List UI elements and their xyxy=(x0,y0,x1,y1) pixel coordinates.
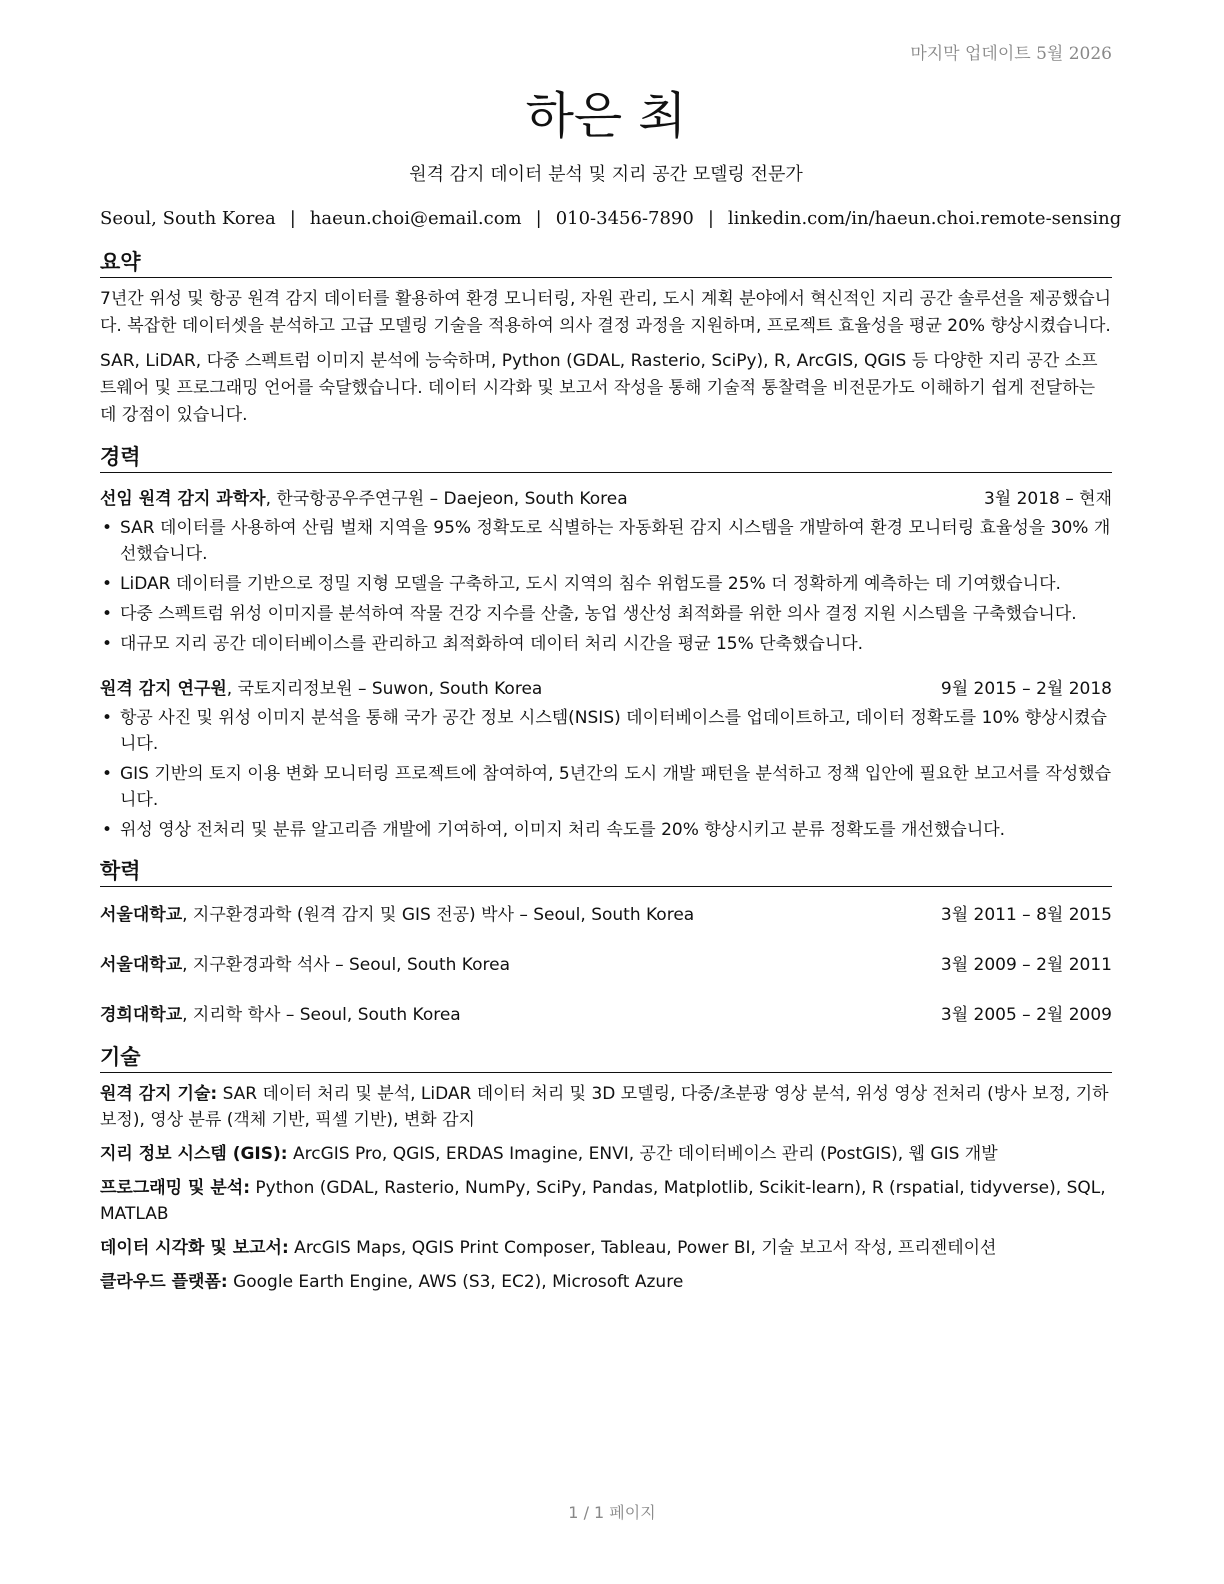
education-entry xyxy=(100,901,1112,929)
list-item: • SAR 데이터를 사용하여 산림 벌채 지역을 95% 정확도로 식별하는 자동화된 감지 시스템을 개발하여 환경 모니터링 효율성을 30% 개선했습니다. xyxy=(100,515,1112,567)
job-dates: 3월 2018 – 현재 xyxy=(983,489,1112,509)
headline: 원격 감지 데이터 분석 및 지리 공간 모델링 전문가 xyxy=(409,164,803,185)
degree-detail: , 지구환경과학 (원격 감지 및 GIS 전공) 박사 – Seoul, South Korea xyxy=(182,905,695,925)
skill-line xyxy=(100,1081,1112,1133)
skill-line xyxy=(100,1141,1112,1167)
section-title-education: 학력 xyxy=(100,857,1112,887)
degree-detail: , 지구환경과학 석사 – Seoul, South Korea xyxy=(182,955,510,975)
contact-email[interactable]: haeun.choi@email.com xyxy=(309,208,522,229)
education-dates: 3월 2011 – 8월 2015 xyxy=(940,905,1112,925)
education-entry xyxy=(100,951,1112,979)
candidate-name: 하은 최 xyxy=(525,87,687,145)
list-item: • 위성 영상 전처리 및 분류 알고리즘 개발에 기여하여, 이미지 처리 속도를 20% 향상시키고 분류 정확도를 개선했습니다. xyxy=(100,817,1112,843)
last-updated: 마지막 업데이트 5월 2026 xyxy=(910,44,1112,64)
education-dates: 3월 2005 – 2월 2009 xyxy=(940,1005,1112,1025)
resume-page xyxy=(100,40,1122,1295)
skill-values: Google Earth Engine, AWS (S3, EC2), Microsoft Azure xyxy=(227,1272,684,1292)
job-header xyxy=(100,675,1112,703)
school-name: 서울대학교 xyxy=(100,955,183,975)
skills-section xyxy=(100,1043,1112,1295)
list-item: • 대규모 지리 공간 데이터베이스를 관리하고 최적화하여 데이터 처리 시간을 평균 15% 단축했습니다. xyxy=(100,631,1112,657)
school-name: 경희대학교 xyxy=(100,1005,183,1025)
skill-line xyxy=(100,1269,1112,1295)
job-dates: 9월 2015 – 2월 2018 xyxy=(940,679,1112,699)
degree-detail: , 지리학 학사 – Seoul, South Korea xyxy=(182,1005,461,1025)
summary-paragraph-2: SAR, LiDAR, 다중 스펙트럼 이미지 분석에 능숙하며, Python (GDAL, Rasterio, SciPy), R, ArcGIS, QGIS 등 다양한 지리 공간 소프트웨어 및 프로그래밍 언어를 숙달했습니다. 데이터 시각화 및 보고서 작성을 통해 기술적 통찰력을 비전문가도 이해하기 쉽게 전달하는 데 강점이 있습니다. xyxy=(100,351,1098,425)
contact-phone: 010-3456-7890 xyxy=(555,208,694,229)
contact-line xyxy=(100,204,1122,234)
summary-paragraph-1: 7년간 위성 및 항공 원격 감지 데이터를 활용하여 환경 모니터링, 자원 관리, 도시 계획 분야에서 혁신적인 지리 공간 솔루션을 제공했습니다. 복잡한 데이터셋을 분석하고 고급 모델링 기술을 적용하여 의사 결정 과정을 지원하며, 프로젝트 효율성을 평균 20% 향상시켰습니다. xyxy=(100,289,1112,336)
job-header xyxy=(100,485,1112,513)
section-title-experience: 경력 xyxy=(100,443,1112,473)
job-org: , 한국항공우주연구원 – Daejeon, South Korea xyxy=(265,489,628,509)
contact-location: Seoul, South Korea xyxy=(100,208,276,229)
contact-separator: | xyxy=(535,208,542,229)
education-section xyxy=(100,857,1112,1029)
job-bullets xyxy=(100,705,1112,843)
list-item: • GIS 기반의 토지 이용 변화 모니터링 프로젝트에 참여하여, 5년간의 도시 개발 패턴을 분석하고 정책 입안에 필요한 보고서를 작성했습니다. xyxy=(100,761,1112,813)
skill-line xyxy=(100,1235,1112,1261)
contact-separator: | xyxy=(289,208,296,229)
education-dates: 3월 2009 – 2월 2011 xyxy=(940,955,1112,975)
contact-linkedin[interactable]: linkedin.com/in/haeun.choi.remote-sensing xyxy=(727,208,1122,229)
skill-values: ArcGIS Maps, QGIS Print Composer, Tableau, Power BI, 기술 보고서 작성, 프리젠테이션 xyxy=(288,1238,997,1258)
job-title: 선임 원격 감지 과학자 xyxy=(100,489,266,509)
skill-values: Python (GDAL, Rasterio, NumPy, SciPy, Pandas, Matplotlib, Scikit-learn), R (rspatial, tidyverse), SQL, MATLAB xyxy=(100,1178,1106,1224)
job-entry xyxy=(100,675,1112,843)
section-title-summary: 요약 xyxy=(100,248,1112,278)
skill-line xyxy=(100,1175,1112,1227)
skill-category: 지리 정보 시스템 (GIS): xyxy=(100,1144,288,1164)
job-entry xyxy=(100,485,1112,657)
job-bullets xyxy=(100,515,1112,657)
skill-values: ArcGIS Pro, QGIS, ERDAS Imagine, ENVI, 공간 데이터베이스 관리 (PostGIS), 웹 GIS 개발 xyxy=(287,1144,998,1164)
section-title-skills: 기술 xyxy=(100,1043,1112,1073)
school-name: 서울대학교 xyxy=(100,905,183,925)
skill-category: 클라우드 플랫폼: xyxy=(100,1272,228,1292)
education-entry xyxy=(100,1001,1112,1029)
list-item: • 항공 사진 및 위성 이미지 분석을 통해 국가 공간 정보 시스템(NSIS) 데이터베이스를 업데이트하고, 데이터 정확도를 10% 향상시켰습니다. xyxy=(100,705,1112,757)
experience-section xyxy=(100,443,1112,843)
skill-values: SAR 데이터 처리 및 분석, LiDAR 데이터 처리 및 3D 모델링, 다중/초분광 영상 분석, 위성 영상 전처리 (방사 보정, 기하 보정), 영상 분류 (객체 기반, 픽셀 기반), 변화 감지 xyxy=(100,1084,1109,1130)
skill-category: 데이터 시각화 및 보고서: xyxy=(100,1238,289,1258)
list-item: • LiDAR 데이터를 기반으로 정밀 지형 모델을 구축하고, 도시 지역의 침수 위험도를 25% 더 정확하게 예측하는 데 기여했습니다. xyxy=(100,571,1112,597)
job-org: , 국토지리정보원 – Suwon, South Korea xyxy=(226,679,543,699)
page-number: 1 / 1 페이지 xyxy=(568,1503,656,1522)
skill-category: 프로그래밍 및 분석: xyxy=(100,1178,251,1198)
skill-category: 원격 감지 기술: xyxy=(100,1084,218,1104)
list-item: • 다중 스펙트럼 위성 이미지를 분석하여 작물 건강 지수를 산출, 농업 생산성 최적화를 위한 의사 결정 지원 시스템을 구축했습니다. xyxy=(100,601,1112,627)
job-title: 원격 감지 연구원 xyxy=(100,679,227,699)
summary-section xyxy=(100,248,1112,429)
contact-separator: | xyxy=(707,208,714,229)
